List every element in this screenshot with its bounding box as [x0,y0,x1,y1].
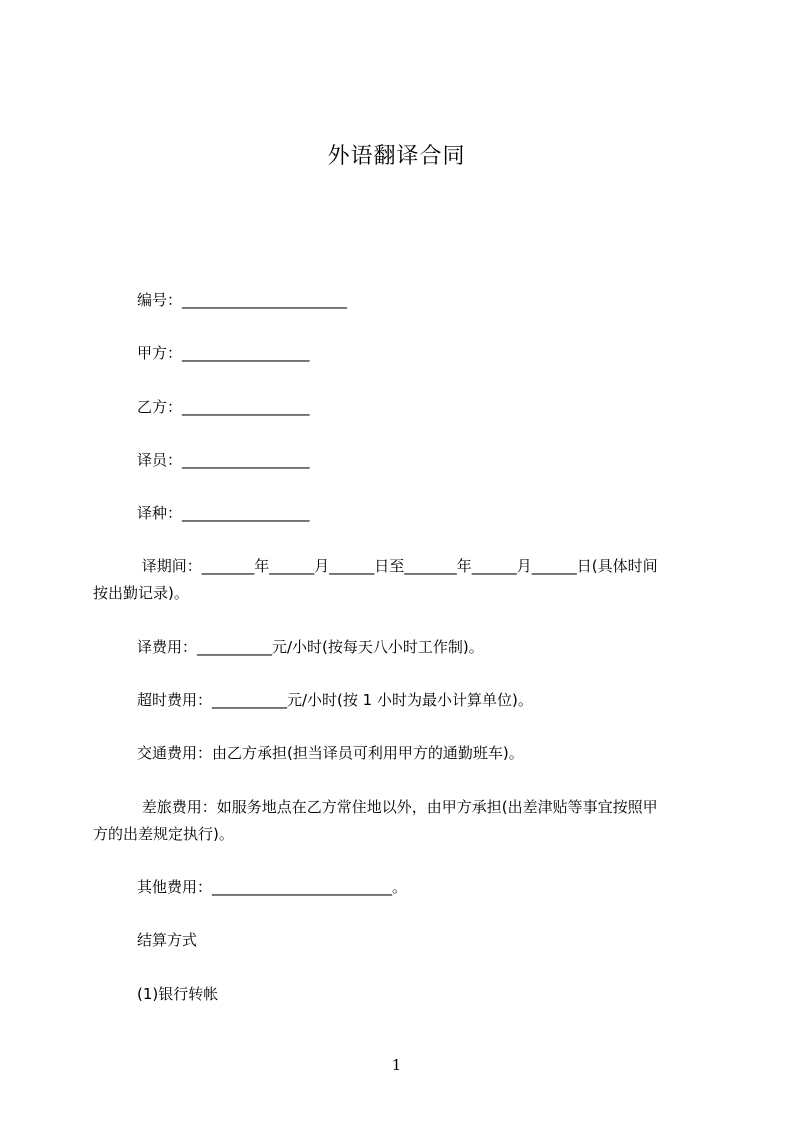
transport-fee-line: 交通费用：由乙方承担(担当译员可利用甲方的通勤班车)。 [137,744,524,762]
language-line: 译种：_________________ [137,504,310,522]
translation-period-line-1: 译期间：_______年______月______日至_______年______月______日(具体时间 [137,557,658,575]
bank-transfer-line: (1)银行转帐 [137,985,219,1003]
travel-fee-line-2: 方的出差规定执行)。 [93,825,234,843]
overtime-fee-line: 超时费用：__________元/小时(按 1 小时为最小计算单位)。 [137,691,533,709]
other-fee-line: 其他费用：________________________。 [137,878,408,896]
page-number: 1 [391,1056,402,1074]
settlement-heading: 结算方式 [137,931,198,949]
translator-line: 译员：_________________ [137,451,310,469]
translation-period-line-2: 按出勤记录)。 [93,584,189,602]
translation-fee-line: 译费用：__________元/小时(按每天八小时工作制)。 [137,638,484,656]
travel-fee-line-1: 差旅费用：如服务地点在乙方常住地以外，由甲方承担(出差津贴等事宜按照甲 [137,798,658,816]
document-title: 外语翻译合同 [327,144,466,169]
contract-number-line: 编号：______________________ [137,291,348,309]
party-b-line: 乙方：_________________ [137,398,310,416]
party-a-line: 甲方：_________________ [137,344,310,362]
